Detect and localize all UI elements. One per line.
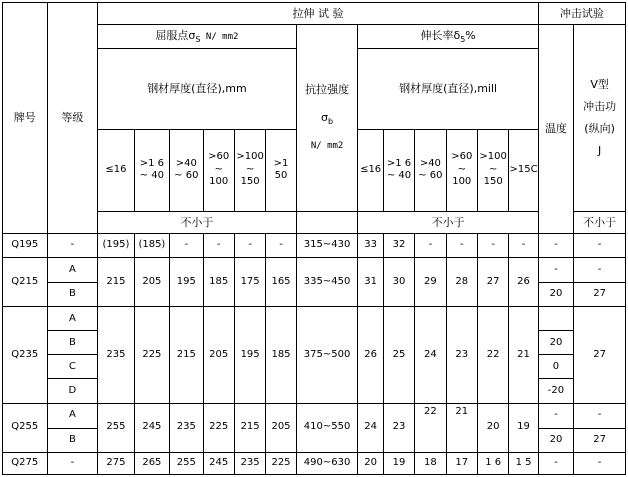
energy-cell: 27 <box>574 428 626 452</box>
grade-cell: Q255 <box>3 403 48 452</box>
temp-cell: - <box>538 233 573 257</box>
grade-cell: Q235 <box>3 307 48 403</box>
header-yield-point <box>98 25 296 49</box>
temp-cell: - <box>538 403 573 428</box>
grade-cell: Q215 <box>3 258 48 307</box>
elong-cell: 31 <box>358 258 383 307</box>
yield-unit: N/ mm2 <box>200 31 239 42</box>
yield-range-4: >60 ~ 100 <box>203 129 234 211</box>
yield-range-6: >1 50 <box>266 129 296 211</box>
temp-cell: - <box>538 452 573 474</box>
yield-cell: 205 <box>203 307 234 403</box>
yield-cell: (195) <box>98 233 134 257</box>
strength-sigma: σ <box>321 111 329 125</box>
elong-cell: 27 <box>477 258 508 307</box>
temp-blank <box>538 307 573 331</box>
strength-cell: 490~630 <box>296 452 358 474</box>
elong-cell: 20 <box>358 452 383 474</box>
elong-cell: 22 <box>477 307 508 403</box>
v-line2: 冲击功 <box>583 100 617 114</box>
elong-range-4: >60 ~ 100 <box>446 129 477 211</box>
table-row <box>3 258 626 283</box>
elong-cell: 19 <box>383 452 414 474</box>
elong-sub: 5 <box>460 34 466 44</box>
energy-cell: 27 <box>574 307 626 403</box>
yield-cell: 215 <box>234 403 265 452</box>
yield-cell: 255 <box>98 403 134 452</box>
yield-cell: (185) <box>134 233 169 257</box>
strength-cell: 410~550 <box>296 403 358 452</box>
elong-range-5: >100 ~ 150 <box>477 129 508 211</box>
energy-not-less: 不小于 <box>574 211 626 233</box>
elong-cell: 20 <box>477 403 508 452</box>
yield-sub: S <box>195 34 201 44</box>
energy-cell: - <box>574 233 626 257</box>
elong-cell: 33 <box>358 233 383 257</box>
elong-cell: 19 <box>509 403 538 452</box>
yield-not-less: 不小于 <box>98 211 296 233</box>
table-row <box>3 307 626 331</box>
temp-cell: 20 <box>538 283 573 307</box>
temp-cell: 0 <box>538 355 573 379</box>
yield-range-5: >100 ~ 150 <box>234 129 265 211</box>
yield-cell: 185 <box>203 258 234 307</box>
grade-cell: Q195 <box>3 233 48 257</box>
yield-cell: - <box>266 233 296 257</box>
yield-cell: 235 <box>98 307 134 403</box>
elong-label: 伸长率δ <box>420 28 461 42</box>
elong-range-3: >40 ~ 60 <box>415 129 446 211</box>
elong-cell: - <box>446 233 477 257</box>
elong-unit: % <box>465 28 476 42</box>
elong-cell: 26 <box>358 307 383 403</box>
yield-cell: 245 <box>203 452 234 474</box>
elong-cell: 26 <box>509 258 538 307</box>
yield-cell: - <box>203 233 234 257</box>
yield-cell: 175 <box>234 258 265 307</box>
elong-cell: 22 <box>415 403 446 452</box>
elong-cell: 32 <box>383 233 414 257</box>
yield-cell: 205 <box>134 258 169 307</box>
yield-range-3: >40 ~ 60 <box>170 129 203 211</box>
strength-blank <box>296 211 358 233</box>
yield-cell: 195 <box>170 258 203 307</box>
header-v-impact <box>574 25 626 212</box>
grade-cell: Q275 <box>3 452 48 474</box>
header-grade: 牌号 <box>3 3 48 234</box>
elong-not-less: 不小于 <box>358 211 538 233</box>
elong-range-1: ≤16 <box>358 129 383 211</box>
temp-cell: - <box>538 258 573 283</box>
header-thickness-mill: 钢材厚度(直径),mill <box>358 49 538 129</box>
elong-cell: - <box>509 233 538 257</box>
elong-cell: 28 <box>446 258 477 307</box>
elong-cell: 1 6 <box>477 452 508 474</box>
elong-cell: 18 <box>415 452 446 474</box>
level-cell: - <box>47 233 98 257</box>
elong-cell: 21 <box>509 307 538 403</box>
strength-sub: b <box>328 117 334 127</box>
yield-cell: 165 <box>266 258 296 307</box>
elong-range-2: >1 6 ~ 40 <box>383 129 414 211</box>
temp-cell: 20 <box>538 428 573 452</box>
header-level: 等级 <box>47 3 98 234</box>
header-tensile-test: 拉伸 试 验 <box>98 3 539 25</box>
yield-cell: 215 <box>98 258 134 307</box>
strength-unit: N/ mm2 <box>310 141 344 152</box>
yield-cell: 225 <box>203 403 234 452</box>
table-row <box>3 233 626 257</box>
yield-cell: 195 <box>234 307 265 403</box>
level-cell: D <box>47 379 98 403</box>
strength-label: 抗拉强度 <box>305 83 350 97</box>
yield-cell: 225 <box>134 307 169 403</box>
level-cell: A <box>47 258 98 283</box>
yield-cell: 205 <box>266 403 296 452</box>
table-row <box>3 403 626 428</box>
elong-cell: 24 <box>415 307 446 403</box>
yield-cell: 225 <box>266 452 296 474</box>
temp-cell: 20 <box>538 331 573 355</box>
yield-cell: 235 <box>170 403 203 452</box>
level-cell: B <box>47 283 98 307</box>
elong-cell: 1 5 <box>509 452 538 474</box>
yield-cell: 235 <box>234 452 265 474</box>
yield-range-1: ≤16 <box>98 129 134 211</box>
strength-symbol <box>297 111 358 127</box>
header-elongation <box>358 25 538 49</box>
yield-cell: - <box>170 233 203 257</box>
yield-label: 屈服点σ <box>155 28 196 42</box>
yield-cell: 245 <box>134 403 169 452</box>
energy-cell: 27 <box>574 283 626 307</box>
elong-cell: 25 <box>383 307 414 403</box>
elong-cell: 21 <box>446 403 477 452</box>
level-cell: B <box>47 428 98 452</box>
elong-cell: - <box>415 233 446 257</box>
strength-cell: 335~450 <box>296 258 358 307</box>
steel-properties-table <box>2 2 626 475</box>
energy-cell: - <box>574 452 626 474</box>
elong-cell: 24 <box>358 403 383 452</box>
v-line3: (纵向) <box>584 121 615 135</box>
energy-cell: - <box>574 258 626 283</box>
v-line4: J <box>597 143 602 157</box>
yield-cell: 255 <box>170 452 203 474</box>
yield-cell: 215 <box>170 307 203 403</box>
elong-cell: 17 <box>446 452 477 474</box>
strength-cell: 375~500 <box>296 307 358 403</box>
elong-cell: 29 <box>415 258 446 307</box>
yield-cell: 275 <box>98 452 134 474</box>
elong-cell: 23 <box>446 307 477 403</box>
level-cell: A <box>47 403 98 428</box>
elong-cell: 30 <box>383 258 414 307</box>
elong-cell: 23 <box>383 403 414 452</box>
yield-cell: 265 <box>134 452 169 474</box>
v-line1: V型 <box>590 78 609 92</box>
level-cell: A <box>47 307 98 331</box>
level-cell: B <box>47 331 98 355</box>
energy-cell: - <box>574 403 626 428</box>
yield-cell: 185 <box>266 307 296 403</box>
header-temperature: 温度 <box>538 25 573 234</box>
yield-cell: - <box>234 233 265 257</box>
header-thickness-mm: 钢材厚度(直径),mm <box>98 49 296 129</box>
elong-cell: - <box>477 233 508 257</box>
header-impact-test: 冲击试验 <box>538 3 625 25</box>
level-cell: C <box>47 355 98 379</box>
level-cell: - <box>47 452 98 474</box>
temp-cell: -20 <box>538 379 573 403</box>
elong-range-6: >15C <box>509 129 538 211</box>
table-row <box>3 452 626 474</box>
header-tensile-strength <box>296 25 358 212</box>
strength-cell: 315~430 <box>296 233 358 257</box>
yield-range-2: >1 6 ~ 40 <box>134 129 169 211</box>
